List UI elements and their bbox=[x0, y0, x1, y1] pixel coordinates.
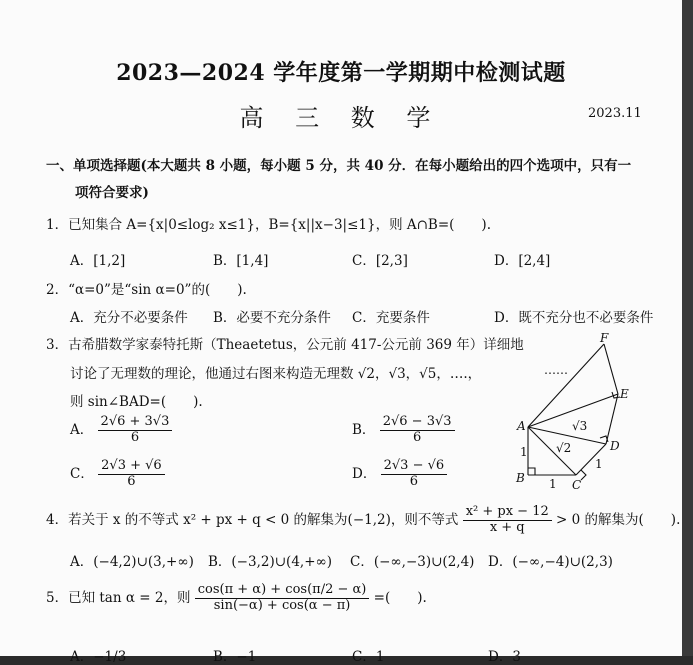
q2-option-b: B．必要不充分条件 bbox=[213, 310, 331, 326]
q4-stem: 4．若关于 x 的不等式 x² + px + q < 0 的解集为(−1,2)，则不等式 $\frac{\text{x² + px − 12}}{x + q}$ > 0 的解集为( ). bbox=[46, 504, 681, 535]
q1-option-c: C．[2,3] bbox=[352, 253, 408, 269]
q5-option-b: B．−1 bbox=[213, 649, 257, 665]
right-angle-b bbox=[528, 468, 535, 475]
q3-option-b: B． $\frac{2√6 - 3√3}{6}$ bbox=[352, 415, 455, 446]
q5-option-a: A．−1/3 bbox=[70, 649, 127, 665]
label-c: C bbox=[572, 478, 582, 492]
segment-ef bbox=[604, 344, 618, 394]
q3-option-d: D． $\frac{2√3 - √6}{6}$ bbox=[352, 459, 447, 490]
edge-label-ad: √3 bbox=[572, 419, 588, 433]
segment-de bbox=[606, 394, 618, 444]
edge-label-cd: 1 bbox=[595, 457, 603, 471]
exam-title: 2023—2024 学年度第一学期期中检测试题 bbox=[116, 60, 566, 86]
label-f: F bbox=[600, 331, 609, 345]
q3-option-a: A． $\frac{2√6 + 3√3}{6}$ bbox=[70, 415, 172, 446]
exam-subject: 高 三 数 学 bbox=[239, 104, 443, 132]
q2-option-a: A．充分不必要条件 bbox=[70, 310, 188, 326]
q2-option-c: C．充要条件 bbox=[352, 310, 430, 326]
edge-label-ac: √2 bbox=[556, 441, 572, 455]
q5-option-d: D．3 bbox=[488, 649, 521, 665]
page-edge-shadow bbox=[682, 0, 693, 656]
section-heading-line1: 一、单项选择题(本大题共 8 小题，每小题 5 分，共 40 分．在每小题给出的四个选项中，只有一 bbox=[46, 158, 632, 174]
q1-option-d: D．[2,4] bbox=[494, 253, 551, 269]
q1-option-a: A．[1,2] bbox=[70, 253, 126, 269]
q4-option-a: A．(−4,2)∪(3,+∞) bbox=[70, 554, 194, 570]
edge-label-bc: 1 bbox=[549, 477, 557, 491]
segment-af bbox=[528, 344, 604, 427]
q2-stem: 2．“α=0”是“sin α=0”的( ). bbox=[46, 282, 247, 298]
q5-option-c: C．1 bbox=[352, 649, 385, 665]
label-a: A bbox=[517, 419, 526, 433]
ellipsis-label: …… bbox=[544, 363, 568, 377]
q3-stem-line3: 则 sin∠BAD=( ). bbox=[70, 394, 203, 410]
q3-stem-line1: 3．古希腊数学家泰特托斯（Theaetetus，公元前 417-公元前 369 年）详细地 bbox=[46, 337, 524, 353]
exam-date: 2023.11 bbox=[588, 106, 642, 121]
q4-option-c: C．(−∞,−3)∪(2,4) bbox=[350, 554, 475, 570]
theaetetus-spiral-figure bbox=[508, 332, 638, 497]
right-angle-c bbox=[581, 470, 586, 480]
label-d: D bbox=[610, 439, 620, 453]
label-b: B bbox=[516, 471, 525, 485]
q1-stem: 1．已知集合 A={x|0≤log₂ x≤1}，B={x||x−3|≤1}，则 A∩B=( ). bbox=[46, 217, 491, 233]
q4-option-b: B．(−3,2)∪(4,+∞) bbox=[208, 554, 333, 570]
q5-stem: 5．已知 tan α = 2，则 $\frac{\cos(\pi + \alpha) + \cos(\pi/2 - \alpha)}{\sin(-\alpha) + \cos(\alpha - \pi)}$ =( ). bbox=[46, 582, 427, 613]
q2-option-d: D．既不充分也不必要条件 bbox=[494, 310, 654, 326]
edge-label-ab: 1 bbox=[520, 445, 528, 459]
q1-option-b: B．[1,4] bbox=[213, 253, 269, 269]
label-e: E bbox=[620, 387, 629, 401]
section-heading-line2: 项符合要求) bbox=[75, 185, 149, 201]
q4-option-d: D．(−∞,−4)∪(2,3) bbox=[488, 554, 613, 570]
q3-stem-line2: 讨论了无理数的理论，他通过右图来构造无理数 √2，√3，√5，….， bbox=[70, 366, 482, 382]
q3-option-c: C． $\frac{2√3 + √6}{6}$ bbox=[70, 459, 165, 490]
